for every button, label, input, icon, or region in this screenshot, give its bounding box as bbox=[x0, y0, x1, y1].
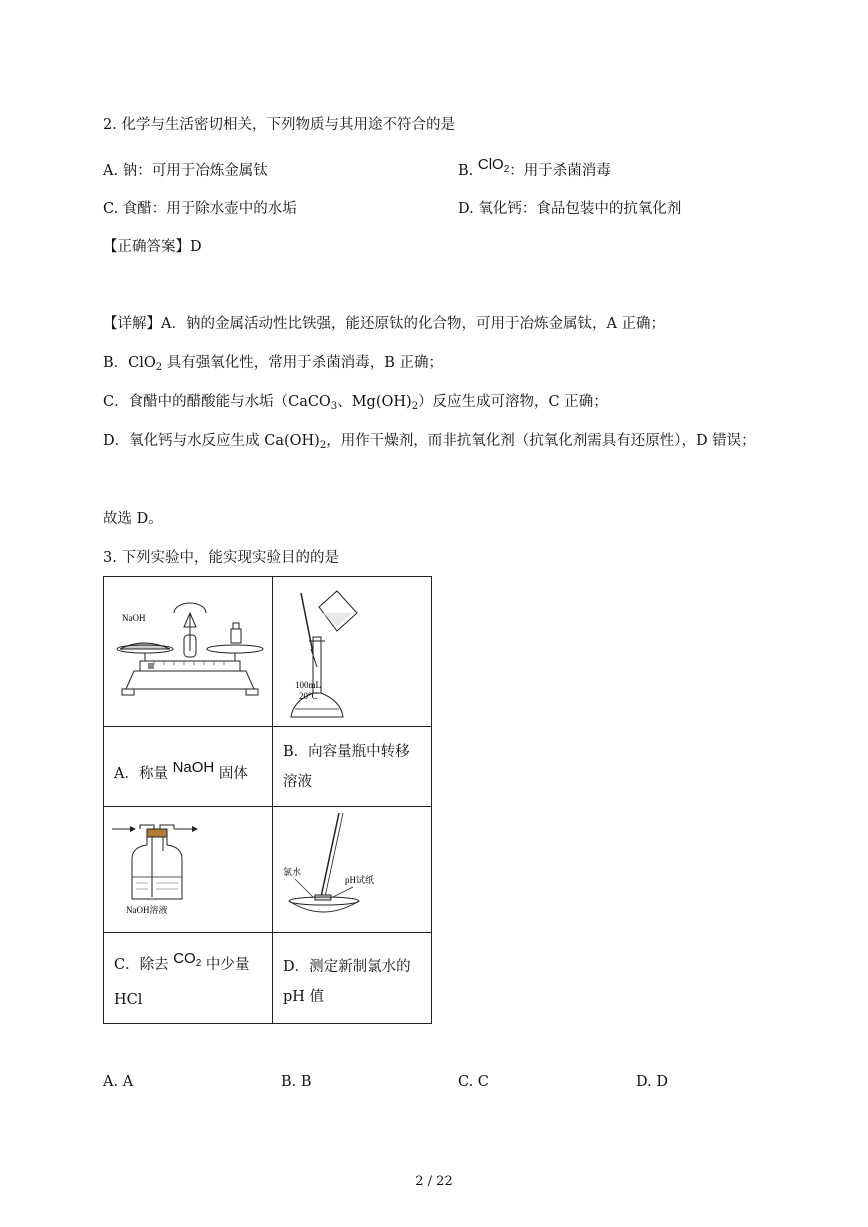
q2-detail-a: 【详解】A．钠的金属活动性比铁强，能还原钛的化合物，可用于冶炼金属钛，A 正确； bbox=[103, 316, 666, 332]
cell-text-b: B．向容量瓶中转移溶液 bbox=[273, 727, 432, 807]
q3-stem: 3. 下列实验中，能实现实验目的的是 bbox=[103, 550, 339, 566]
q2-conclusion: 故选 D。 bbox=[103, 511, 163, 527]
balance-scale-icon bbox=[104, 577, 272, 726]
cell-text-c: C．除去 $CO_2$ 中少量 HCl bbox=[104, 933, 273, 1024]
gas-washing-bottle-icon bbox=[104, 807, 272, 932]
cell-image-c bbox=[104, 807, 273, 933]
q2-stem: 2. 化学与生活密切相关，下列物质与其用途不符合的是 bbox=[103, 117, 455, 133]
ph-paper-label: pH试纸 bbox=[345, 875, 374, 885]
q2-detail-c: C．食醋中的醋酸能与水垢（CaCO$_3$、$Mg(OH)_2$）反应生成可溶物，C 正确； bbox=[103, 394, 608, 412]
q3-option-c: C. C bbox=[458, 1074, 489, 1090]
q2-option-b: B. ClO$_2$：用于杀菌消毒 bbox=[458, 156, 611, 179]
naoh-label: NaOH bbox=[122, 613, 146, 623]
q3-option-b: B. B bbox=[281, 1074, 312, 1090]
bottle-solution-label: NaOH溶液 bbox=[126, 905, 168, 915]
page-number: 2 / 22 bbox=[415, 1174, 453, 1189]
volumetric-flask-icon bbox=[273, 577, 431, 726]
cell-image-b bbox=[273, 577, 432, 727]
q2-option-a: A. 钠：可用于冶炼金属钛 bbox=[103, 163, 268, 179]
q2-option-c: C. 食醋：用于除水壶中的水垢 bbox=[103, 201, 297, 217]
q3-option-d: D. D bbox=[636, 1074, 668, 1090]
q2-answer: 【正确答案】D bbox=[103, 239, 202, 255]
flask-volume-label: 100mL bbox=[295, 680, 321, 690]
q2-detail-b: B．ClO$_2$ 具有强氧化性，常用于杀菌消毒，B 正确； bbox=[103, 355, 444, 373]
flask-temp-label: 20°C bbox=[299, 691, 318, 701]
ph-test-dish-icon bbox=[273, 807, 431, 932]
q3-option-a: A. A bbox=[103, 1074, 134, 1090]
q2-option-d: D. 氧化钙：食品包装中的抗氧化剂 bbox=[458, 201, 682, 217]
cell-image-d bbox=[273, 807, 432, 933]
cell-text-d: D．测定新制氯水的 pH 值 bbox=[273, 933, 432, 1024]
q3-experiment-table bbox=[103, 576, 432, 1024]
q2-detail-d: D．氧化钙与水反应生成 $Ca(OH)_2$，用作干燥剂，而非抗氧化剂（抗氧化剂需具有还原性），D 错误； bbox=[103, 433, 756, 451]
cell-image-a bbox=[104, 577, 273, 727]
chlorine-water-label: 氯水 bbox=[283, 867, 302, 877]
cell-text-a: A．称量 NaOH 固体 bbox=[104, 727, 273, 807]
